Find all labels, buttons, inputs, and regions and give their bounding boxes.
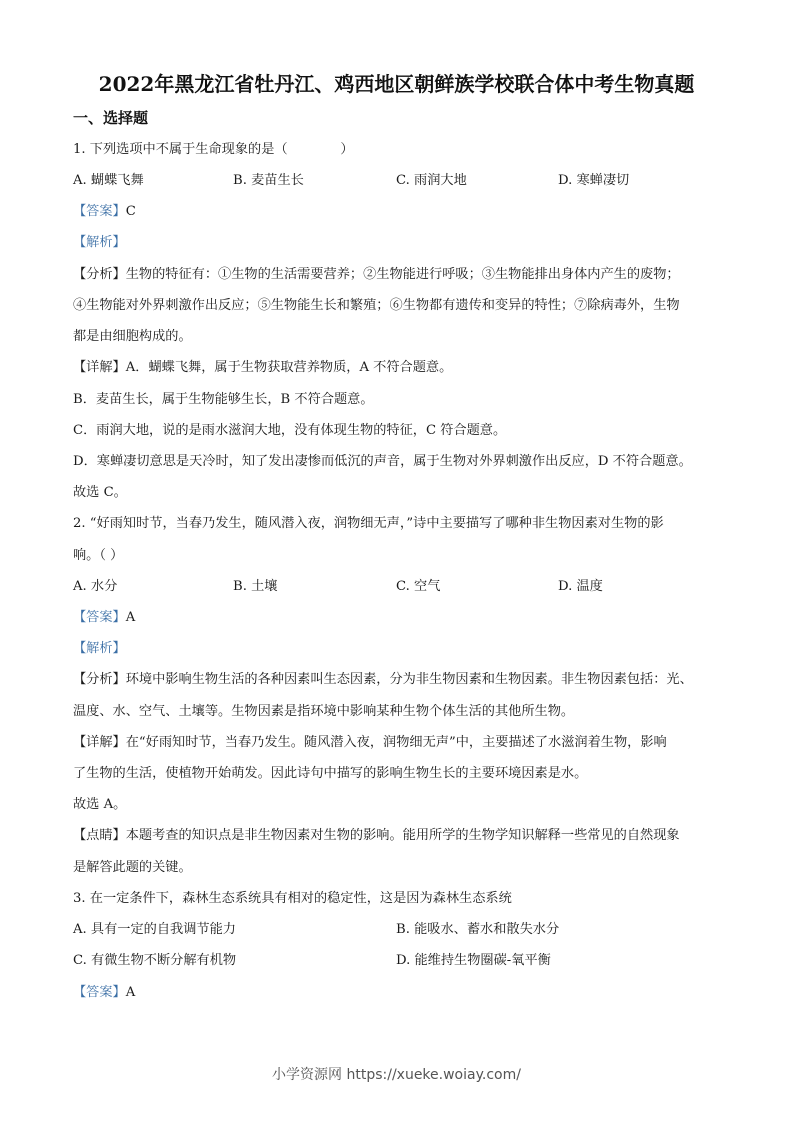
question-2-analysis-tag: 【解析】 xyxy=(73,641,126,656)
question-3-stem: 3. 在一定条件下，森林生态系统具有相对的稳定性，这是因为森林生态系统 xyxy=(73,891,512,906)
question-1-xiangjie-line-3: C．雨润大地，说的是雨水滋润大地，没有体现生物的特征，C 符合题意。 xyxy=(73,423,507,438)
dianjing-tag: 【点睛】 xyxy=(73,828,126,843)
question-1-fenxi-line-3: 都是由细胞构成的。 xyxy=(73,329,192,344)
xiangjie-tag: 【详解】 xyxy=(73,360,126,375)
question-2-stem-line-2: 响。（ ） xyxy=(73,548,124,563)
question-1-fenxi-line-1: 【分析】生物的特征有：①生物的生活需要营养；②生物能进行呼吸；③生物能排出身体内产生的废物； xyxy=(73,267,680,282)
fenxi-tag: 【分析】 xyxy=(73,267,126,282)
question-1-conclusion: 故选 C。 xyxy=(73,485,127,500)
question-1-analysis-tag: 【解析】 xyxy=(73,235,126,250)
section-heading: 一、选择题 xyxy=(73,109,149,127)
question-2-fenxi-line-1: 【分析】环境中影响生物生活的各种因素叫生态因素，分为非生物因素和生物因素。非生物因素包括：光、 xyxy=(73,672,693,687)
question-2-option-a: A. 水分 xyxy=(73,579,118,594)
question-1-stem: 1. 下列选项中不属于生命现象的是（ ） xyxy=(73,142,354,157)
question-3-option-a: A. 具有一定的自我调节能力 xyxy=(73,922,236,937)
answer-value: A xyxy=(125,985,136,1000)
question-1-answer xyxy=(73,203,136,221)
question-1-xiangjie-line-4: D．寒蝉凄切意思是天冷时，知了发出凄惨而低沉的声音，属于生物对外界刺激作出反应，D 不符合题意。 xyxy=(73,454,692,469)
question-2-option-b: B. 土壤 xyxy=(233,579,278,594)
xiangjie-tag: 【详解】 xyxy=(73,735,126,750)
answer-tag: 【答案】 xyxy=(73,610,126,625)
answer-tag: 【答案】 xyxy=(73,985,126,1000)
question-1-xiangjie-line-2: B．麦苗生长，属于生物能够生长，B 不符合题意。 xyxy=(73,392,374,407)
question-1-option-d: D. 寒蝉凄切 xyxy=(558,173,630,188)
question-2-option-c: C. 空气 xyxy=(396,579,441,594)
question-1-fenxi-line-2: ④生物能对外界刺激作出反应；⑤生物能生长和繁殖；⑥生物都有遗传和变异的特性；⑦除病毒外，生物 xyxy=(73,298,680,313)
question-3-option-b: B. 能吸水、蓄水和散失水分 xyxy=(396,922,560,937)
document-title: 2022年黑龙江省牡丹江、鸡西地区朝鲜族学校联合体中考生物真题 xyxy=(98,72,695,96)
question-2-dianjing-line-2: 是解答此题的关键。 xyxy=(73,860,192,875)
question-1-option-b: B. 麦苗生长 xyxy=(233,173,304,188)
footer-watermark: 小学资源网 https://xueke.woiay.com/ xyxy=(272,1067,521,1083)
question-3-option-c: C. 有微生物不断分解有机物 xyxy=(73,953,237,968)
question-2-stem-line-1: 2. “好雨知时节，当春乃发生，随风潜入夜，润物细无声，”诗中主要描写了哪种非生物因素对生物的影 xyxy=(73,516,664,531)
question-2-option-d: D. 温度 xyxy=(558,579,603,594)
answer-value: C xyxy=(125,204,136,219)
question-1-xiangjie-line-1: 【详解】A．蝴蝶飞舞，属于生物获取营养物质，A 不符合题意。 xyxy=(73,360,453,375)
question-2-dianjing-line-1: 【点睛】本题考查的知识点是非生物因素对生物的影响。能用所学的生物学知识解释一些常见的自然现象 xyxy=(73,828,680,843)
question-3-answer xyxy=(73,984,135,1002)
question-3-option-d: D. 能维持生物圈碳-氧平衡 xyxy=(396,953,551,968)
question-1-option-a: A. 蝴蝶飞舞 xyxy=(73,173,144,188)
question-2-conclusion: 故选 A。 xyxy=(73,797,127,812)
question-1-option-c: C. 雨润大地 xyxy=(396,173,467,188)
question-2-fenxi-line-2: 温度、水、空气、土壤等。生物因素是指环境中影响某种生物个体生活的其他所生物。 xyxy=(73,704,575,719)
question-2-answer xyxy=(73,609,135,627)
fenxi-tag: 【分析】 xyxy=(73,672,126,687)
question-2-xiangjie-line-2: 了生物的生活，使植物开始萌发。因此诗句中描写的影响生物生长的主要环境因素是水。 xyxy=(73,766,588,781)
answer-value: A xyxy=(125,610,136,625)
question-2-xiangjie-line-1: 【详解】在“好雨知时节，当春乃发生。随风潜入夜，润物细无声”中，主要描述了水滋润着生物，影响 xyxy=(73,735,667,750)
answer-tag: 【答案】 xyxy=(73,204,126,219)
